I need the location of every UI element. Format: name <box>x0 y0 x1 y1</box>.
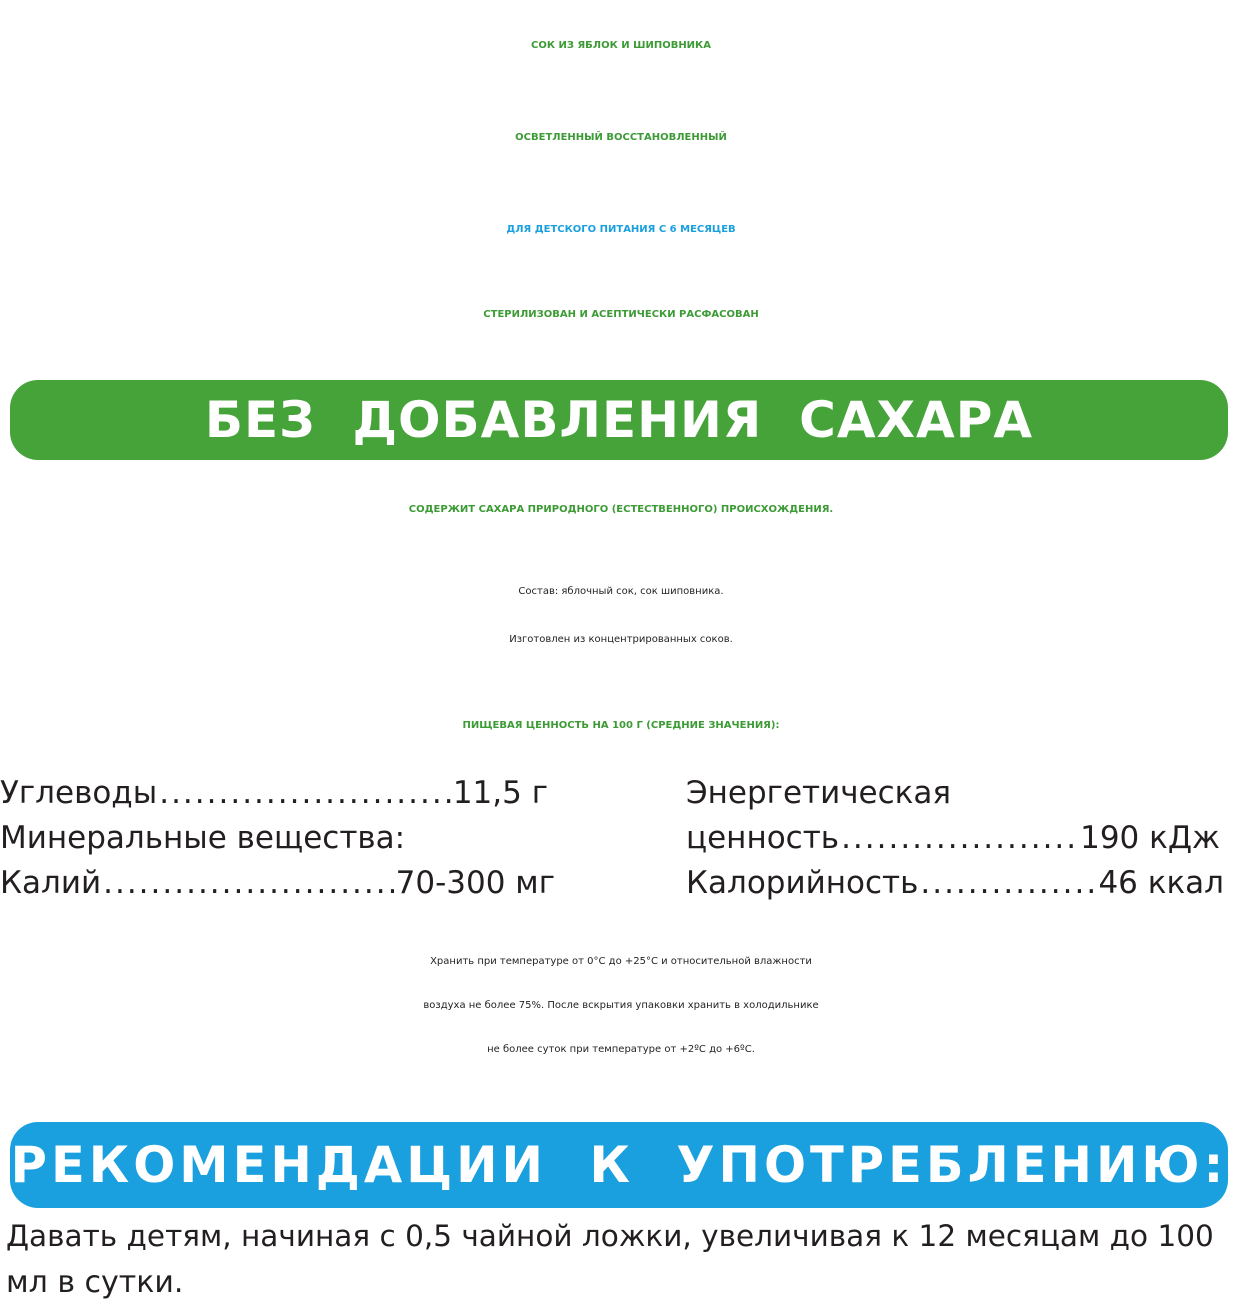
dot-leader <box>841 816 1078 860</box>
nutrition-value: 46 ккал <box>1098 865 1224 901</box>
nutrition-row-carbs <box>0 771 548 815</box>
nutrition-row-energy <box>686 816 1220 860</box>
composition-text: Состав: яблочный сок, сок шиповника. <box>518 586 724 597</box>
nutrition-value: 190 кДж <box>1080 820 1220 856</box>
nutrition-row-potassium <box>0 861 555 905</box>
nutrition-value: 11,5 г <box>452 775 548 811</box>
nutrition-label: Калорийность <box>686 865 919 901</box>
nutrition-label: Углеводы <box>0 775 158 811</box>
nutrition-label: ценность <box>686 820 840 856</box>
recommendations-banner: РЕКОМЕНДАЦИИ К УПОТРЕБЛЕНИЮ: <box>10 1122 1228 1208</box>
concentrate-note: Изготовлен из концентрированных соков. <box>509 634 733 645</box>
age-recommendation-heading: ДЛЯ ДЕТСКОГО ПИТАНИЯ С 6 МЕСЯЦЕВ <box>506 224 736 235</box>
storage-text-line3: не более суток при температуре от +2ºС до +6ºС. <box>487 1044 755 1055</box>
recommendation-text-line2: мл в сутки. <box>6 1265 184 1300</box>
product-title-line2: ОСВЕТЛЕННЫЙ ВОССТАНОВЛЕННЫЙ <box>515 132 727 143</box>
nutrition-row-energy-label <box>686 771 1226 815</box>
dot-leader <box>920 861 1096 905</box>
recommendation-text-line1: Давать детям, начиная с 0,5 чайной ложки, увеличивая к 12 месяцам до 100 <box>6 1219 1214 1253</box>
nutrition-heading: ПИЩЕВАЯ ЦЕННОСТЬ НА 100 Г (СРЕДНИЕ ЗНАЧЕНИЯ): <box>462 720 780 731</box>
storage-text-line2: воздуха не более 75%. После вскрытия упаковки хранить в холодильнике <box>423 1000 819 1011</box>
nutrition-row-calories <box>686 861 1224 905</box>
natural-sugar-note: СОДЕРЖИТ САХАРА ПРИРОДНОГО (ЕСТЕСТВЕННОГО) ПРОИСХОЖДЕНИЯ. <box>408 504 834 515</box>
dot-leader <box>103 861 394 905</box>
nutrition-row-minerals <box>0 816 548 860</box>
no-added-sugar-banner: БЕЗ ДОБАВЛЕНИЯ САХАРА <box>10 380 1228 460</box>
dot-leader <box>159 771 451 815</box>
product-title-line1: СОК ИЗ ЯБЛОК И ШИПОВНИКА <box>531 40 711 51</box>
sterilization-heading: СТЕРИЛИЗОВАН И АСЕПТИЧЕСКИ РАСФАСОВАН <box>483 309 759 320</box>
storage-text-line1: Хранить при температуре от 0°С до +25°С и относительной влажности <box>430 956 812 967</box>
nutrition-label: Энергетическая <box>686 775 952 811</box>
nutrition-value: 70-300 мг <box>395 865 555 901</box>
nutrition-label: Минеральные вещества: <box>0 820 406 856</box>
nutrition-label: Калий <box>0 865 102 901</box>
